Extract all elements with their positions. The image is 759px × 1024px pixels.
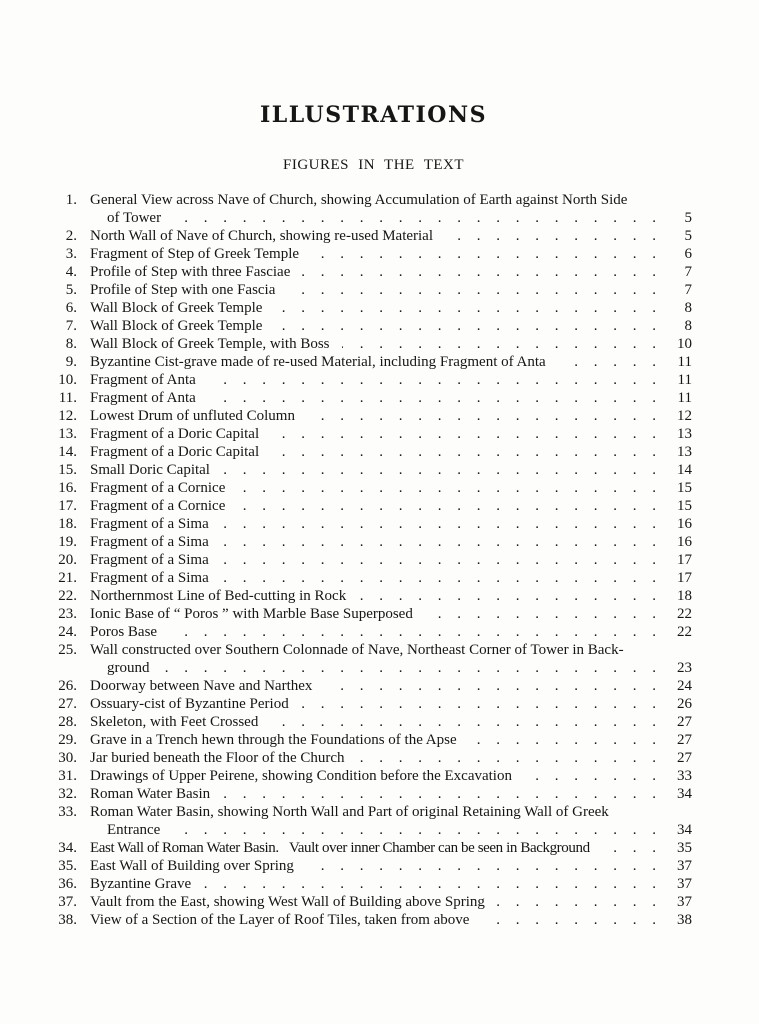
figure-entry (55, 623, 692, 641)
figure-caption: North Wall of Nave of Church, showing re-used Material (90, 228, 434, 244)
figure-number: 37. (58, 894, 77, 910)
figure-caption: Drawings of Upper Peirene, showing Condition before the Excavation (90, 768, 512, 784)
figure-caption: Grave in a Trench hewn through the Foundations of the Apse (90, 732, 457, 748)
figure-entry (55, 605, 692, 623)
figure-number: 11. (58, 390, 77, 406)
figure-number: 3. (65, 246, 77, 262)
figure-caption-line (90, 731, 692, 749)
figure-page-number: 11 (677, 354, 692, 370)
figure-caption: Doorway between Nave and Narthex (90, 678, 313, 694)
figure-entry (55, 551, 692, 569)
figure-entry (55, 335, 692, 353)
figure-number: 31. (58, 768, 77, 784)
figure-caption: Fragment of a Sima (90, 534, 209, 550)
figure-caption: Small Doric Capital (90, 462, 210, 478)
figure-number: 22. (58, 588, 77, 604)
figure-entry (55, 227, 692, 245)
figure-page-number: 18 (677, 588, 692, 604)
figure-number: 29. (58, 732, 77, 748)
figure-entry (55, 461, 692, 479)
figure-caption-line (90, 227, 692, 245)
dot-leader (221, 515, 656, 533)
figure-entry-body (90, 767, 692, 785)
figure-number: 26. (58, 678, 77, 694)
figure-entry-body (90, 281, 692, 299)
figure-entry (55, 839, 692, 857)
figure-caption-first-line: General View across Nave of Church, showing Accumulation of Earth against North Side (90, 192, 628, 208)
figure-page-number: 16 (677, 534, 692, 550)
dot-leader (558, 353, 656, 371)
figure-caption-line (90, 839, 692, 857)
figure-number: 12. (58, 408, 77, 424)
figure-number: 33. (58, 804, 77, 820)
figure-entry (55, 281, 692, 299)
figure-entry-body (90, 749, 692, 767)
figure-caption-line (90, 749, 692, 767)
figure-caption: East Wall of Roman Water Basin. Vault over inner Chamber can be seen in Background (90, 840, 590, 856)
figure-number: 35. (58, 858, 77, 874)
figure-caption: Lowest Drum of unfluted Column (90, 408, 295, 424)
dot-leader (306, 857, 656, 875)
figure-caption: Fragment of a Doric Capital (90, 426, 260, 442)
figure-page-number: 37 (677, 894, 692, 910)
figure-caption: View of a Section of the Layer of Roof Tiles, taken from above (90, 912, 470, 928)
dot-leader (524, 767, 656, 785)
figure-caption-first-line: Wall constructed over Southern Colonnade of Nave, Northeast Corner of Tower in Back- (90, 642, 624, 658)
figure-caption-line (90, 857, 692, 875)
figure-caption-line (90, 713, 692, 731)
figure-caption-line (90, 767, 692, 785)
figure-entry-body (90, 605, 692, 623)
figure-caption-first-line: Roman Water Basin, showing North Wall and Part of original Retaining Wall of Greek (90, 804, 609, 820)
figure-entry-body (90, 785, 692, 803)
figure-entry-body (90, 731, 692, 749)
figure-caption-line (90, 533, 692, 551)
figure-caption-line (90, 479, 692, 497)
figure-caption-line (90, 281, 692, 299)
dot-leader (342, 335, 656, 353)
dot-leader (307, 407, 656, 425)
figure-entry (55, 875, 692, 893)
figure-entry-body (90, 245, 692, 263)
figure-caption-line (90, 353, 692, 371)
figure-caption-line (90, 443, 692, 461)
figure-entry (55, 767, 692, 785)
figure-caption: Fragment of Anta (90, 372, 196, 388)
figure-number: 8. (65, 336, 77, 352)
figure-entry (55, 785, 692, 803)
figure-number: 27. (58, 696, 77, 712)
dot-leader (425, 605, 656, 623)
figure-caption-line (90, 425, 692, 443)
dot-leader (203, 875, 656, 893)
figure-caption-line (90, 245, 692, 263)
figure-caption-line (90, 875, 692, 893)
figure-entry-body (90, 641, 692, 677)
figure-caption-line (90, 317, 692, 335)
figure-caption: Roman Water Basin (90, 786, 211, 802)
figure-entry-body (90, 623, 692, 641)
dot-leader (270, 713, 656, 731)
figure-page-number: 34 (677, 822, 692, 838)
figure-page-number: 7 (684, 282, 692, 298)
figure-entry-body (90, 263, 692, 281)
figure-page-number: 11 (677, 390, 692, 406)
dot-leader (237, 497, 656, 515)
figure-page-number: 22 (677, 606, 692, 622)
figure-entry-body (90, 587, 692, 605)
figure-entry-body (90, 371, 692, 389)
figure-page-number: 7 (684, 264, 692, 280)
figure-caption: East Wall of Building over Spring (90, 858, 294, 874)
figure-number: 30. (58, 750, 77, 766)
figure-number: 4. (65, 264, 77, 280)
figure-entry (55, 263, 692, 281)
figure-caption: Wall Block of Greek Temple, with Boss (90, 336, 330, 352)
figure-entry (55, 533, 692, 551)
figure-number: 28. (58, 714, 77, 730)
figure-caption-line (90, 551, 692, 569)
figure-page-number: 37 (677, 876, 692, 892)
dot-leader (358, 587, 656, 605)
page-title: ILLUSTRATIONS (260, 102, 487, 128)
figure-entry-body (90, 461, 692, 479)
figure-page-number: 27 (677, 750, 692, 766)
figure-page-number: 35 (677, 840, 692, 856)
dot-leader (172, 821, 656, 839)
dot-leader (469, 731, 656, 749)
figure-caption-line (90, 623, 692, 641)
dot-leader (222, 785, 656, 803)
figure-number: 21. (58, 570, 77, 586)
figure-number: 19. (58, 534, 77, 550)
figure-number: 17. (58, 498, 77, 514)
dot-leader (169, 623, 656, 641)
dot-leader (237, 479, 656, 497)
dot-leader (445, 227, 656, 245)
figure-caption-line (90, 605, 692, 623)
figure-page-number: 16 (677, 516, 692, 532)
figure-caption-line (90, 389, 692, 407)
figure-page-number: 15 (677, 480, 692, 496)
figure-page-number: 5 (684, 210, 692, 226)
figure-number: 2. (65, 228, 77, 244)
figure-entry-body (90, 227, 692, 245)
figure-entry-body (90, 317, 692, 335)
figure-entry (55, 713, 692, 731)
figure-page-number: 6 (684, 246, 692, 262)
figure-entry-body (90, 893, 692, 911)
figure-entry (55, 515, 692, 533)
figure-caption: Byzantine Grave (90, 876, 192, 892)
figure-page-number: 12 (677, 408, 692, 424)
figure-number: 16. (58, 480, 77, 496)
figure-number: 6. (65, 300, 77, 316)
dot-leader (221, 551, 656, 569)
figure-entry-body (90, 839, 692, 857)
figure-entry-body (90, 515, 692, 533)
figure-entry-body (90, 497, 692, 515)
figure-caption-line (90, 263, 692, 281)
figure-number: 1. (65, 192, 77, 208)
figure-entry-body (90, 569, 692, 587)
figure-number: 18. (58, 516, 77, 532)
figure-caption: Northernmost Line of Bed-cutting in Rock (90, 588, 347, 604)
figure-caption-line (90, 461, 692, 479)
figure-number: 38. (58, 912, 77, 928)
figure-caption: Entrance (107, 822, 161, 838)
dot-leader (208, 371, 656, 389)
figure-page-number: 17 (677, 570, 692, 586)
figure-caption-line (90, 695, 692, 713)
figure-page-number: 37 (677, 858, 692, 874)
figure-number: 15. (58, 462, 77, 478)
dot-leader (221, 533, 656, 551)
figure-page-number: 14 (677, 462, 692, 478)
figure-number: 25. (58, 642, 77, 658)
figure-number: 7. (65, 318, 77, 334)
figure-caption-line (90, 497, 692, 515)
figure-page-number: 23 (677, 660, 692, 676)
figure-entry-body (90, 911, 692, 929)
figure-entry-body (90, 299, 692, 317)
figure-number: 9. (65, 354, 77, 370)
figure-caption: Fragment of Step of Greek Temple (90, 246, 300, 262)
figure-caption: Jar buried beneath the Floor of the Church (90, 750, 345, 766)
figure-caption: Fragment of a Doric Capital (90, 444, 260, 460)
figure-number: 13. (58, 426, 77, 442)
dot-leader (324, 677, 656, 695)
figure-page-number: 38 (677, 912, 692, 928)
figure-caption: Byzantine Cist-grave made of re-used Material, including Fragment of Anta (90, 354, 546, 370)
figure-entry-body (90, 551, 692, 569)
figure-page-number: 13 (677, 444, 692, 460)
figure-list (55, 191, 692, 929)
figure-page-number: 27 (677, 732, 692, 748)
figure-caption: Vault from the East, showing West Wall of Building above Spring (90, 894, 485, 910)
figure-entry (55, 353, 692, 371)
dot-leader (271, 425, 656, 443)
dot-leader (271, 443, 656, 461)
figure-caption-line (90, 821, 692, 839)
dot-leader (274, 317, 656, 335)
figure-number: 24. (58, 624, 77, 640)
figure-entry (55, 695, 692, 713)
figure-caption: Fragment of a Sima (90, 570, 209, 586)
figure-entry (55, 497, 692, 515)
dot-leader (287, 281, 656, 299)
figure-caption: Ossuary-cist of Byzantine Period (90, 696, 289, 712)
figure-number: 10. (58, 372, 77, 388)
figure-number: 20. (58, 552, 77, 568)
figure-entry-body (90, 407, 692, 425)
figure-entry (55, 731, 692, 749)
figure-entry (55, 407, 692, 425)
figure-page-number: 22 (677, 624, 692, 640)
figure-caption: Ionic Base of “ Poros ” with Marble Base Superposed (90, 606, 413, 622)
figure-page-number: 34 (677, 786, 692, 802)
figure-number: 32. (58, 786, 77, 802)
figure-caption-line (90, 659, 692, 677)
dot-leader (173, 209, 656, 227)
figure-entry (55, 857, 692, 875)
dot-leader (602, 839, 656, 857)
figure-caption: Fragment of a Cornice (90, 480, 226, 496)
figure-entry (55, 569, 692, 587)
figure-entry (55, 749, 692, 767)
figure-page-number: 5 (684, 228, 692, 244)
figure-entry-body (90, 479, 692, 497)
figure-entry-body (90, 677, 692, 695)
dot-leader (301, 695, 656, 713)
figure-caption-line (90, 785, 692, 803)
figure-entry-body (90, 875, 692, 893)
figure-caption-line (90, 335, 692, 353)
figure-page-number: 24 (677, 678, 692, 694)
figure-entry (55, 191, 692, 227)
figure-entry (55, 317, 692, 335)
figure-page-number: 11 (677, 372, 692, 388)
section-heading: FIGURES IN THE TEXT (282, 157, 465, 173)
figure-caption: Fragment of a Sima (90, 552, 209, 568)
figure-page-number: 8 (684, 318, 692, 334)
figure-entry (55, 803, 692, 839)
figure-page-number: 15 (677, 498, 692, 514)
figure-caption: Wall Block of Greek Temple (90, 300, 263, 316)
figure-caption: Profile of Step with one Fascia (90, 282, 276, 298)
figure-caption: Poros Base (90, 624, 158, 640)
figure-entry-body (90, 695, 692, 713)
figure-caption-line (90, 209, 692, 227)
figure-number: 23. (58, 606, 77, 622)
dot-leader (274, 299, 656, 317)
figure-caption: Fragment of Anta (90, 390, 196, 406)
dot-leader (162, 659, 657, 677)
figure-number: 14. (58, 444, 77, 460)
figure-caption: ground (107, 660, 150, 676)
figure-caption: Fragment of a Sima (90, 516, 209, 532)
figure-entry (55, 443, 692, 461)
figure-entry (55, 299, 692, 317)
figure-page-number: 26 (677, 696, 692, 712)
figure-caption-line (90, 911, 692, 929)
figure-entry (55, 677, 692, 695)
figure-entry (55, 479, 692, 497)
figure-caption-line (90, 515, 692, 533)
figure-caption-line (90, 371, 692, 389)
figure-entry (55, 911, 692, 929)
figure-caption-line (90, 407, 692, 425)
figure-page-number: 27 (677, 714, 692, 730)
figure-caption-line (90, 677, 692, 695)
figure-entry-body (90, 425, 692, 443)
figure-page-number: 10 (677, 336, 692, 352)
dot-leader (221, 569, 656, 587)
figure-entry-body (90, 353, 692, 371)
figure-page-number: 17 (677, 552, 692, 568)
figure-entry (55, 425, 692, 443)
figure-entry-body (90, 443, 692, 461)
figure-number: 34. (58, 840, 77, 856)
figure-caption-line (90, 569, 692, 587)
figure-caption: Wall Block of Greek Temple (90, 318, 263, 334)
dot-leader (357, 749, 656, 767)
figure-entry (55, 245, 692, 263)
figure-page-number: 8 (684, 300, 692, 316)
figure-entry (55, 893, 692, 911)
dot-leader (497, 893, 656, 911)
dot-leader (222, 461, 656, 479)
figure-entry (55, 371, 692, 389)
figure-entry (55, 587, 692, 605)
figure-entry (55, 641, 692, 677)
figure-page-number: 33 (677, 768, 692, 784)
figure-caption: Profile of Step with three Fasciae (90, 264, 291, 280)
dot-leader (208, 389, 656, 407)
figure-entry-body (90, 335, 692, 353)
figure-entry-body (90, 803, 692, 839)
figure-caption-line (90, 299, 692, 317)
figure-page-number: 13 (677, 426, 692, 442)
figure-caption: Fragment of a Cornice (90, 498, 226, 514)
figure-caption-line (90, 893, 692, 911)
dot-leader (311, 245, 656, 263)
figure-entry (55, 389, 692, 407)
figure-entry-body (90, 389, 692, 407)
figure-entry-body (90, 191, 692, 227)
dot-leader (481, 911, 656, 929)
figure-caption: Skeleton, with Feet Crossed (90, 714, 259, 730)
dot-leader (302, 263, 656, 281)
figure-entry-body (90, 857, 692, 875)
figure-entry-body (90, 533, 692, 551)
figure-entry-body (90, 713, 692, 731)
figure-number: 5. (65, 282, 77, 298)
figure-caption: of Tower (107, 210, 162, 226)
figure-caption-line (90, 587, 692, 605)
figure-number: 36. (58, 876, 77, 892)
